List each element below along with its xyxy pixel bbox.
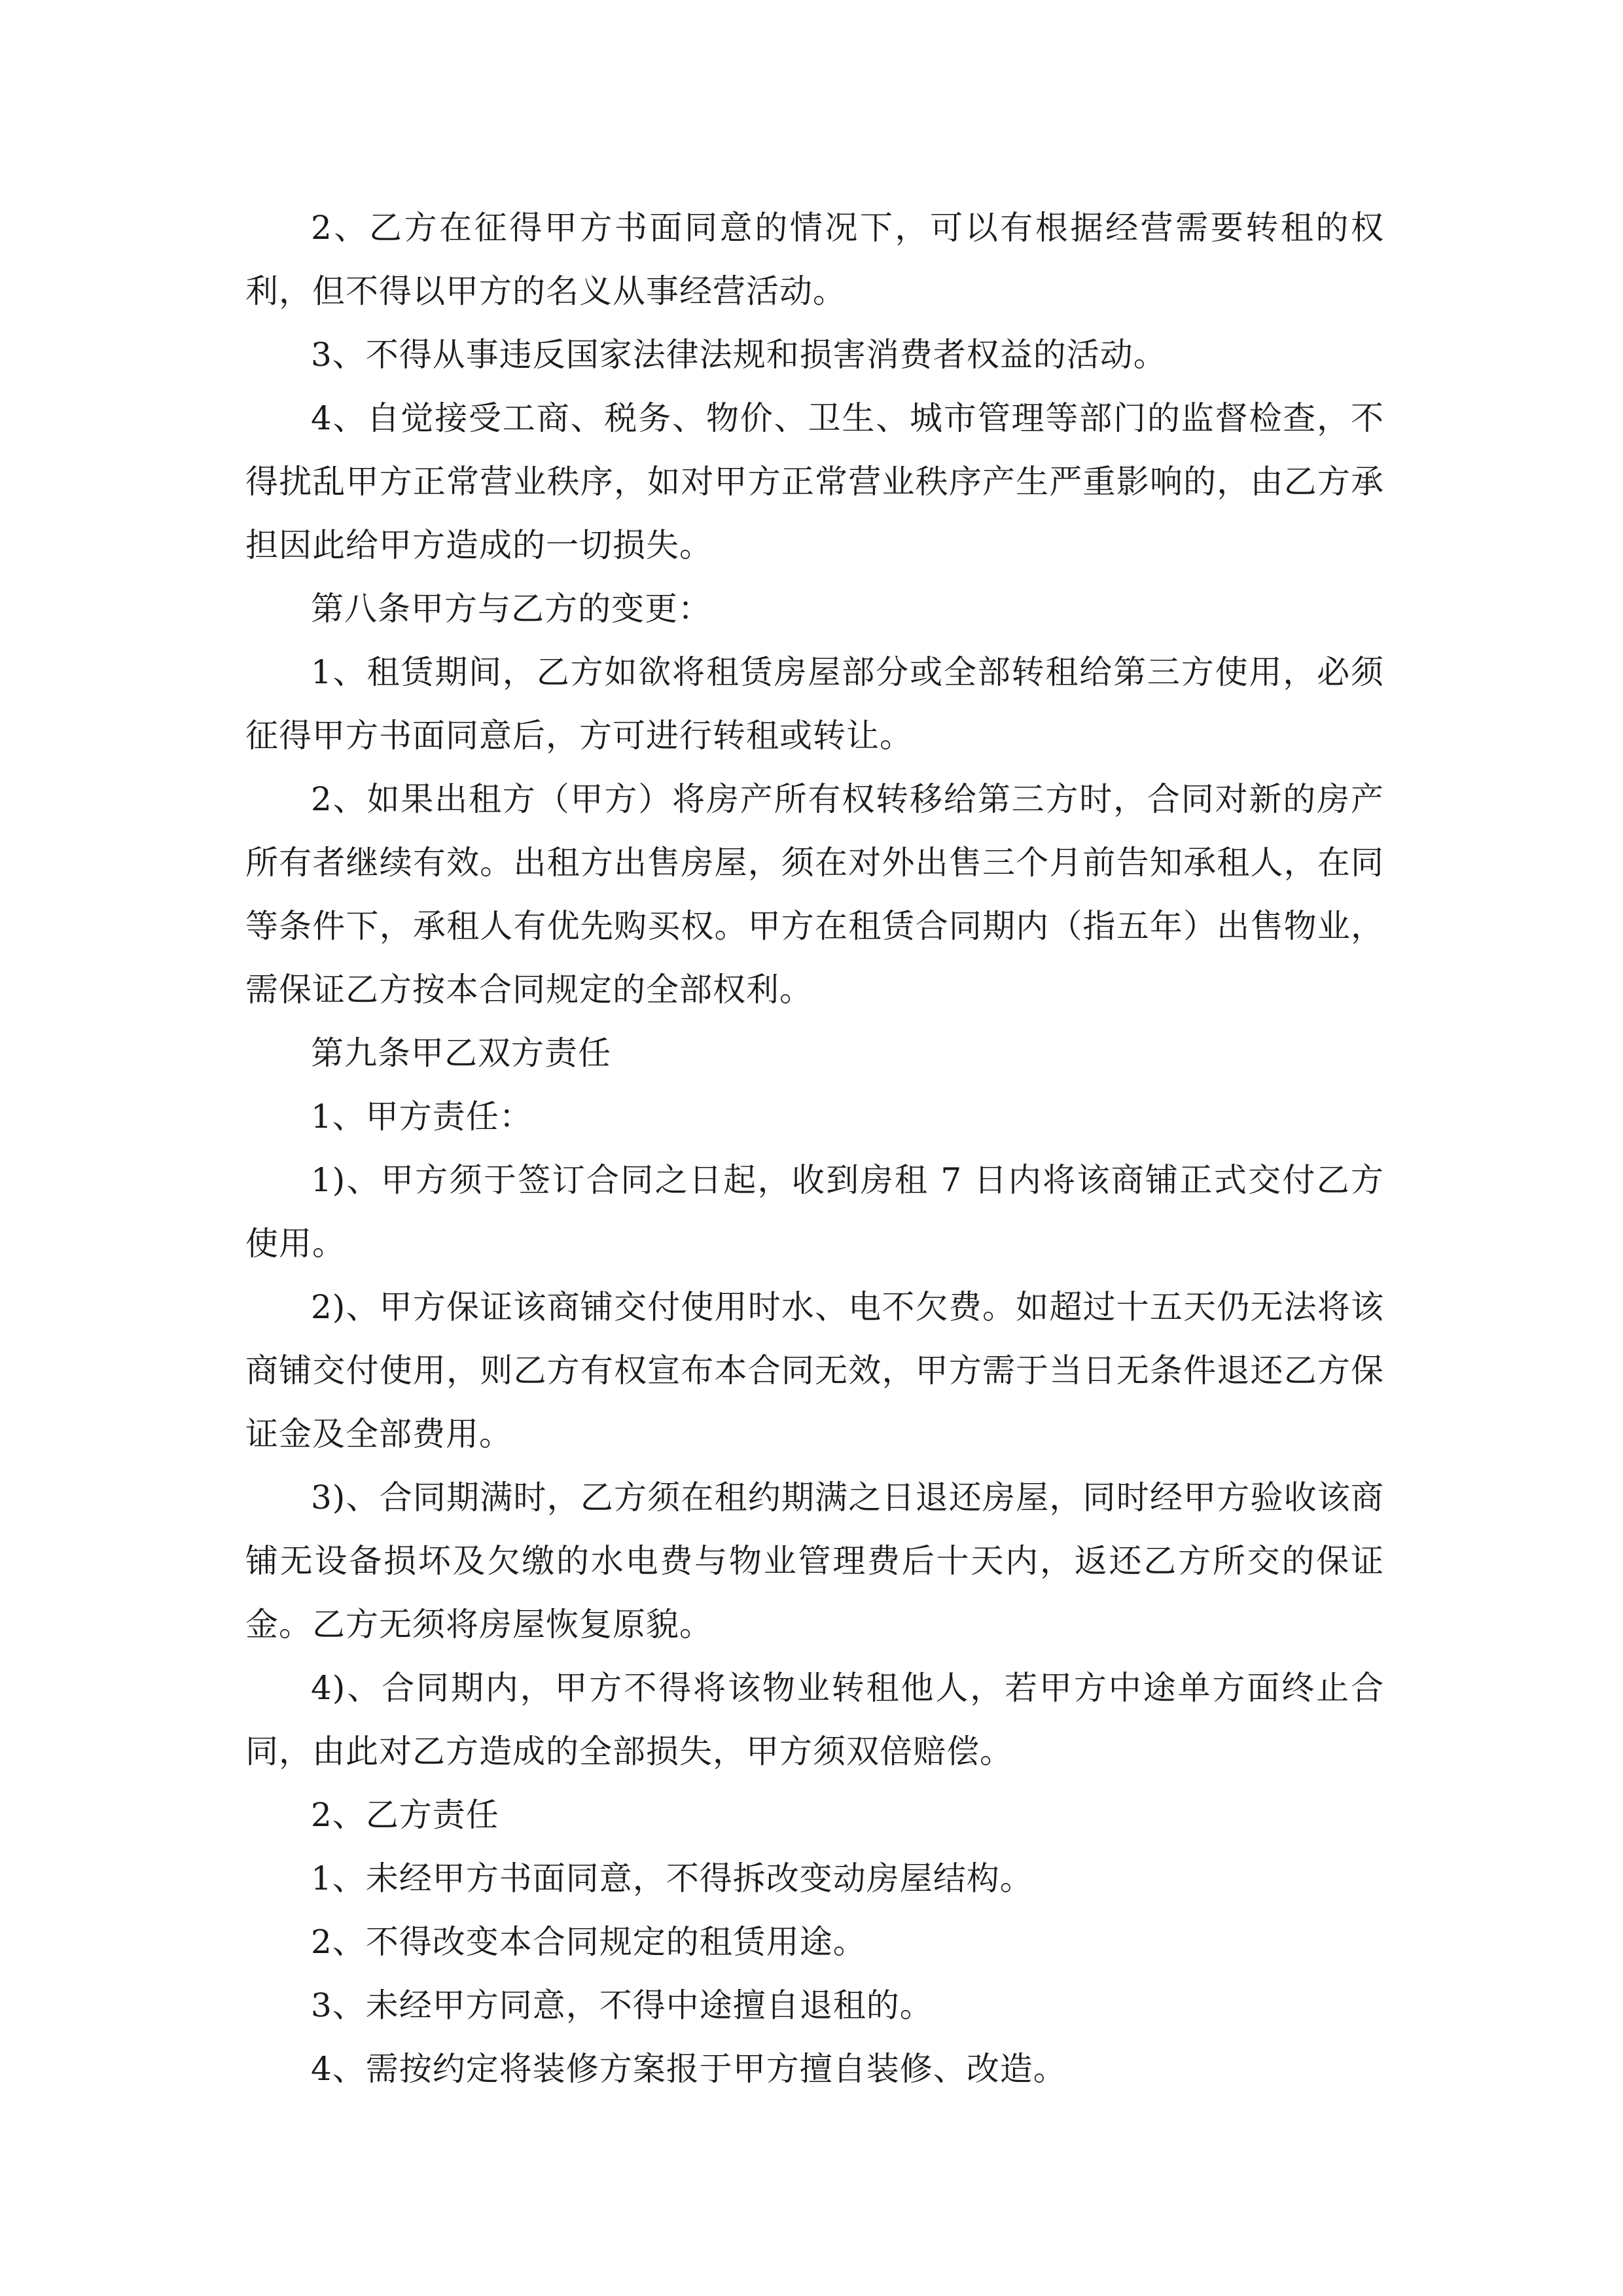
subsection-heading: 1、甲方责任： [311,1098,533,1136]
paragraph: 1、租赁期间，乙方如欲将租赁房屋部分或全部转租给第三方使用，必须征得甲方书面同意后，方可进行转租或转让。 [245,653,1384,755]
paragraph: 4、需按约定将装修方案报于甲方擅自装修、改造。 [311,2050,1067,2088]
paragraph: 4)、合同期内，甲方不得将该物业转租他人，若甲方中途单方面终止合同，由此对乙方造成的全部损失，甲方须双倍赔偿。 [245,1669,1384,1770]
paragraph: 3)、合同期满时，乙方须在租约期满之日退还房屋，同时经甲方验收该商铺无设备损坏及欠缴的水电费与物业管理费后十天内，返还乙方所交的保证金。乙方无须将房屋恢复原貌。 [245,1479,1384,1643]
document-body [245,196,1384,2101]
section-heading: 第八条甲方与乙方的变更： [311,590,711,628]
paragraph: 1、未经甲方书面同意，不得拆改变动房屋结构。 [311,1859,1033,1897]
paragraph: 3、不得从事违反国家法律法规和损害消费者权益的活动。 [311,336,1167,374]
paragraph: 1)、甲方须于签订合同之日起，收到房租 7 日内将该商铺正式交付乙方使用。 [245,1161,1384,1263]
section-heading: 第九条甲乙双方责任 [311,1034,611,1072]
paragraph: 2、乙方在征得甲方书面同意的情况下，可以有根据经营需要转租的权利，但不得以甲方的名义从事经营活动。 [245,209,1384,310]
paragraph: 2)、甲方保证该商铺交付使用时水、电不欠费。如超过十五天仍无法将该商铺交付使用，则乙方有权宣布本合同无效，甲方需于当日无条件退还乙方保证金及全部费用。 [245,1288,1384,1453]
paragraph: 3、未经甲方同意，不得中途擅自退租的。 [311,1986,933,2024]
paragraph: 2、不得改变本合同规定的租赁用途。 [311,1923,866,1961]
subsection-heading: 2、乙方责任 [311,1796,499,1834]
paragraph: 4、自觉接受工商、税务、物价、卫生、城市管理等部门的监督检查，不得扰乱甲方正常营业秩序，如对甲方正常营业秩序产生严重影响的，由乙方承担因此给甲方造成的一切损失。 [245,399,1384,564]
paragraph: 2、如果出租方（甲方）将房产所有权转移给第三方时，合同对新的房产所有者继续有效。出租方出售房屋，须在对外出售三个月前告知承租人，在同等条件下，承租人有优先购买权。甲方在租赁合同期内（指五年）出售物业，需保证乙方按本合同规定的全部权利。 [245,780,1384,1009]
